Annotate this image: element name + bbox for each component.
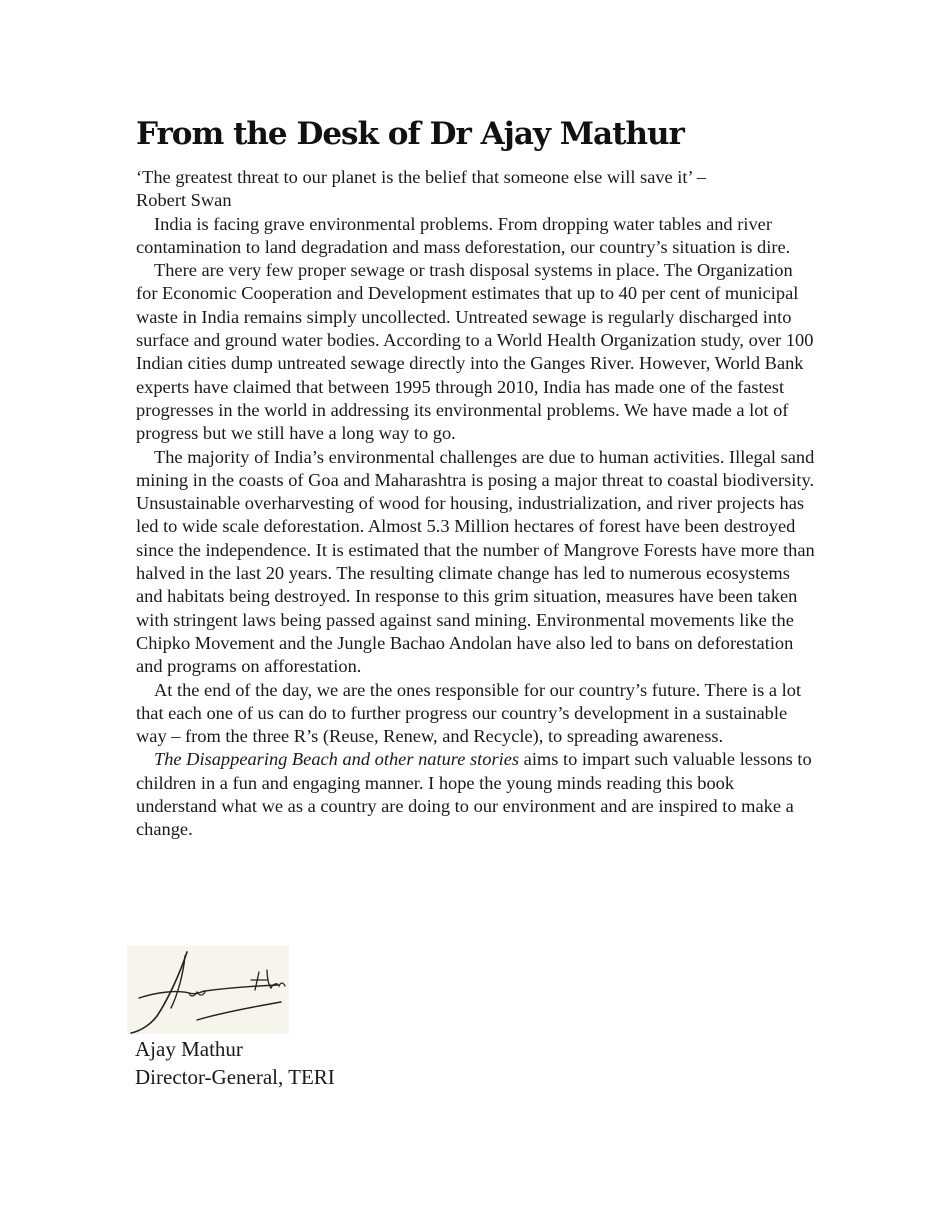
paragraph-1: India is facing grave environmental problems. From dropping water tables and river contamination to land degradation and mass deforestation, our country’s situation is dire. (136, 213, 791, 257)
paragraph-2: There are very few proper sewage or trash disposal systems in place. The Organization for Economic Cooperation and Development estimates that up to 40 per cent of municipal waste in India remains simply uncollected. Untreated sewage is regularly discharged into surface and ground water bodies. According to a World Health Organization study, over 100 Indian cities dump untreated sewage directly into the Ganges River. However, World Bank experts have claimed that between 1995 through 2010, India has made one of the fastest progresses in the world in addressing its environmental problems. We have made a lot of progress but we still have a long way to go. (136, 260, 814, 444)
paragraph-4: At the end of the day, we are the ones responsible for our country’s future. There is a lot that each one of us can do to further progress our country’s development in a sustainable way – from the three R’s (Reuse, Renew, and Recycle), to spreading awareness. (136, 679, 802, 747)
signer-block (135, 1035, 335, 1091)
signer-name: Ajay Mathur (135, 1037, 243, 1061)
letter-body (136, 166, 816, 842)
handwritten-signature-icon (127, 946, 289, 1034)
paragraph-5-text: aims to impart such valuable lessons to children in a fun and engaging manner. I hope the young minds reading this book understand what we as a country are doing to our environment and are inspired to make a change. (136, 749, 812, 840)
paragraph-3: The majority of India’s environmental challenges are due to human activities. Illegal sand mining in the coasts of Goa and Maharashtra is posing a major threat to coastal biodiversity. Unsustainable overharvesting of wood for housing, industrialization, and river projects has led to wide scale deforestation. Almost 5.3 Million hectares of forest have been destroyed since the independence. It is estimated that the number of Mangrove Forests have more than halved in the last 20 years. The resulting climate change has led to numerous ecosystems and habitats being destroyed. In response to this grim situation, measures have been taken with stringent laws being passed against sand mining. Environmental movements like the Chipko Movement and the Jungle Bachao Andolan have also led to bans on deforestation and programs on afforestation. (136, 446, 815, 677)
signer-designation: Director-General, TERI (135, 1065, 335, 1089)
paragraph-5 (136, 748, 816, 841)
page-title: From the Desk of Dr Ajay Mathur (136, 116, 684, 152)
epigraph-author: Robert Swan (136, 190, 232, 211)
epigraph-quote (136, 166, 816, 213)
book-title: The Disappearing Beach and other nature stories (154, 749, 520, 770)
letter-page (136, 112, 816, 842)
epigraph-quote-text: ‘The greatest threat to our planet is the belief that someone else will save it’ – (136, 167, 707, 187)
